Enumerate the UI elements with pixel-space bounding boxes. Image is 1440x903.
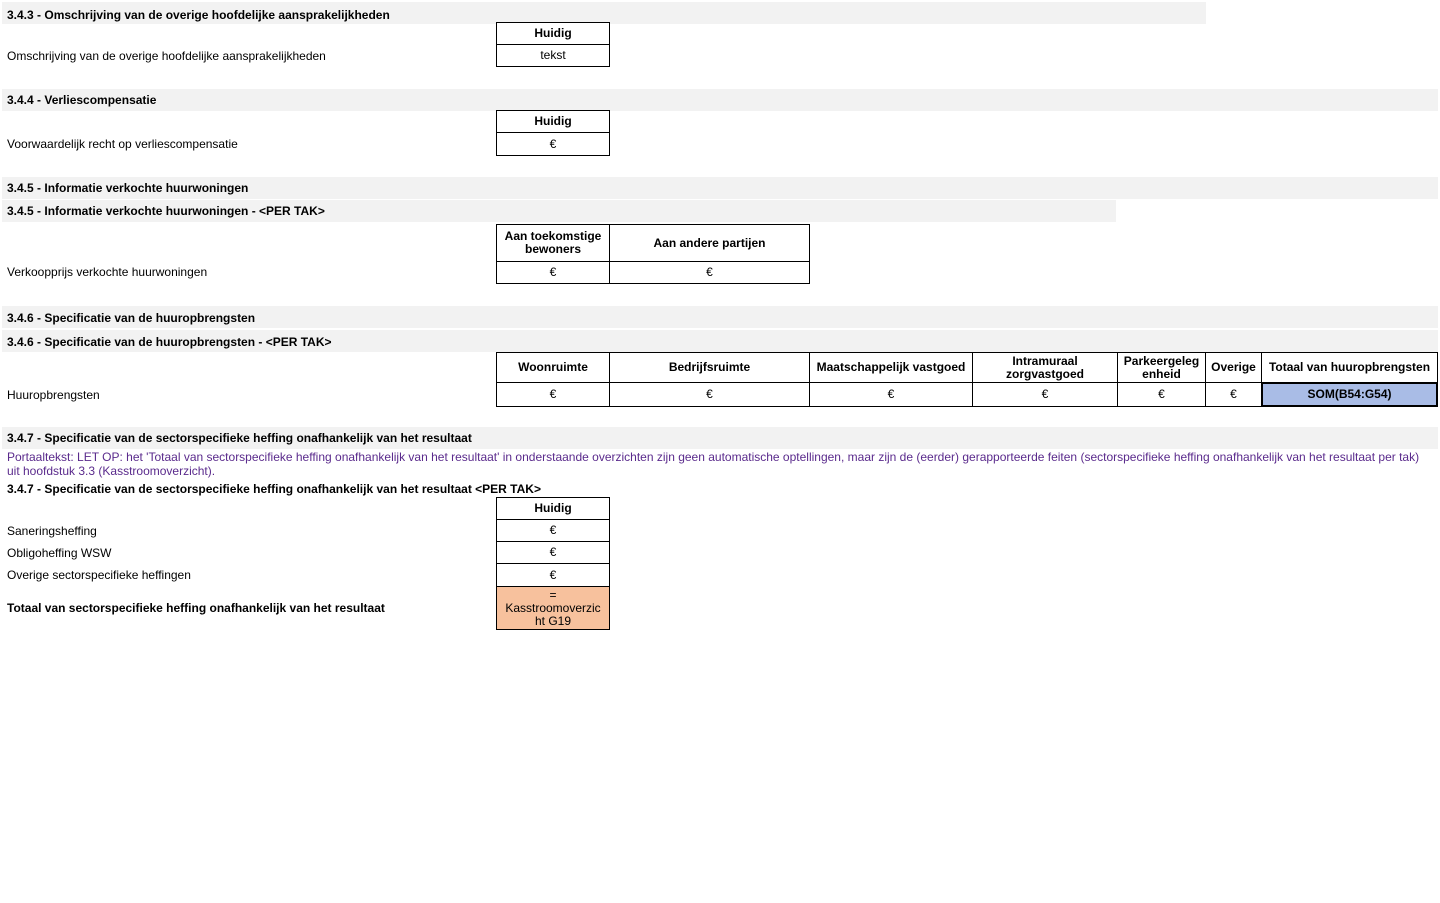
total-formula-cell[interactable]: SOM(B54:G54) [1261, 382, 1438, 407]
section-title-343: 3.4.3 - Omschrijving van de overige hoofdelijke aansprakelijkheden [7, 8, 390, 22]
value-cell[interactable]: € [1117, 382, 1206, 407]
row-label: Verkoopprijs verkochte huurwoningen [7, 265, 208, 279]
section-title-347: 3.4.7 - Specificatie van de sectorspecifieke heffing onafhankelijk van het resultaat [7, 431, 472, 445]
total-reference-cell[interactable]: = Kasstroomoverzic ht G19 [496, 586, 610, 630]
value-cell[interactable]: tekst [496, 44, 610, 67]
section-band [2, 89, 1438, 111]
col-header-huidig: Huidig [496, 497, 610, 520]
total-label: Totaal van sectorspecifieke heffing onafhankelijk van het resultaat [7, 601, 385, 615]
value-cell[interactable]: € [496, 261, 610, 284]
row-label: Saneringsheffing [7, 524, 97, 538]
value-cell[interactable]: € [809, 382, 973, 407]
row-label: Voorwaardelijk recht op verliescompensatie [7, 137, 238, 151]
col-header: Parkeergeleg enheid [1117, 352, 1206, 383]
value-cell[interactable]: € [609, 382, 810, 407]
value-cell[interactable]: € [496, 132, 610, 156]
row-label: Overige sectorspecifieke heffingen [7, 568, 191, 582]
col-header: Woonruimte [496, 352, 610, 383]
section-title-346: 3.4.6 - Specificatie van de huuropbrengsten [7, 311, 256, 325]
value-cell[interactable]: € [972, 382, 1118, 407]
col-header-huidig: Huidig [496, 22, 610, 45]
row-label: Obligoheffing WSW [7, 546, 112, 560]
col-header: Intramuraal zorgvastgoed [972, 352, 1118, 383]
value-cell[interactable]: € [496, 382, 610, 407]
section-subtitle-345: 3.4.5 - Informatie verkochte huurwoningen - <PER TAK> [7, 204, 325, 218]
col-header: Bedrijfsruimte [609, 352, 810, 383]
row-label: Huuropbrengsten [7, 388, 100, 402]
section-subtitle-347: 3.4.7 - Specificatie van de sectorspecifieke heffing onafhankelijk van het resultaat <PER TAK> [7, 482, 541, 496]
col-header: Totaal van huuropbrengsten [1261, 352, 1438, 383]
col-header: Aan toekomstige bewoners [496, 224, 610, 262]
section-title-344: 3.4.4 - Verliescompensatie [7, 93, 157, 107]
section-subtitle-346: 3.4.6 - Specificatie van de huuropbrengsten - <PER TAK> [7, 335, 332, 349]
row-label: Omschrijving van de overige hoofdelijke aansprakelijkheden [7, 49, 326, 63]
value-cell[interactable]: € [1205, 382, 1262, 407]
value-cell[interactable]: € [496, 519, 610, 542]
value-cell[interactable]: € [609, 261, 810, 284]
value-cell[interactable]: € [496, 563, 610, 587]
col-header-huidig: Huidig [496, 110, 610, 133]
section-title-345: 3.4.5 - Informatie verkochte huurwoningen [7, 181, 249, 195]
portal-note: Portaaltekst: LET OP: het 'Totaal van sectorspecifieke heffing onafhankelijk van het resultaat' in onderstaande overzichten zijn geen automatische optellingen, maar zijn de (eerder) gerapporteerde feiten (sectorspecifieke heffing onafhankelijk van het resultaat per tak) uit hoofdstuk 3.3 (Kasstroomoverzicht). [7, 450, 1420, 478]
col-header: Aan andere partijen [609, 224, 810, 262]
value-cell[interactable]: € [496, 541, 610, 564]
col-header: Maatschappelijk vastgoed [809, 352, 973, 383]
col-header: Overige [1205, 352, 1262, 383]
